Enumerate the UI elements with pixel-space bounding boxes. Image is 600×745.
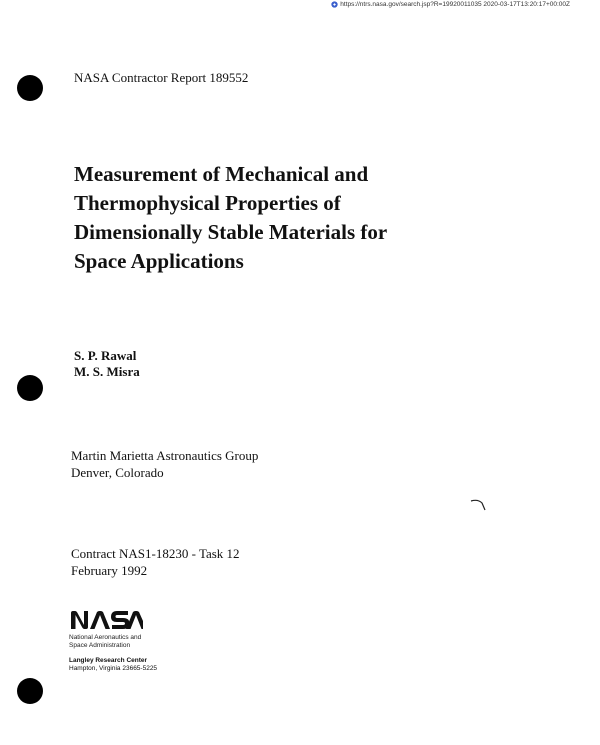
center-name: Langley Research Center [69,657,148,664]
report-date: February 1992 [71,563,148,578]
author-name: M. S. Misra [74,364,140,379]
stray-mark [470,498,488,512]
title-line: Dimensionally Stable Materials for [74,220,388,244]
report-title [74,160,514,276]
agency-line: National Aeronautics and [69,634,142,641]
author-name: S. P. Rawal [74,348,137,363]
title-line: Thermophysical Properties of [74,191,341,215]
ntrs-link-icon [331,1,338,8]
research-center [69,657,157,673]
author-list [74,348,140,380]
agency-line: Space Administration [69,641,131,649]
organization-location: Denver, Colorado [71,465,164,480]
agency-name [69,634,141,649]
source-url-text[interactable]: https://ntrs.nasa.gov/search.jsp?R=19920011035 2020-03-17T13:20:17+00:00Z [340,1,570,8]
center-location: Hampton, Virginia 23665-5225 [69,665,158,672]
title-line: Measurement of Mechanical and [74,162,369,186]
title-line: Space Applications [74,249,244,273]
contract-number: Contract NAS1-18230 - Task 12 [71,546,240,561]
source-url-stamp [331,1,570,8]
punch-hole-middle [17,375,43,401]
punch-hole-top [17,75,43,101]
contract-block [71,545,240,579]
organization-name: Martin Marietta Astronautics Group [71,448,259,463]
organization-block [71,447,258,481]
nasa-worm-logo [69,609,143,631]
report-number: NASA Contractor Report 189552 [74,70,249,85]
punch-hole-bottom [17,678,43,704]
